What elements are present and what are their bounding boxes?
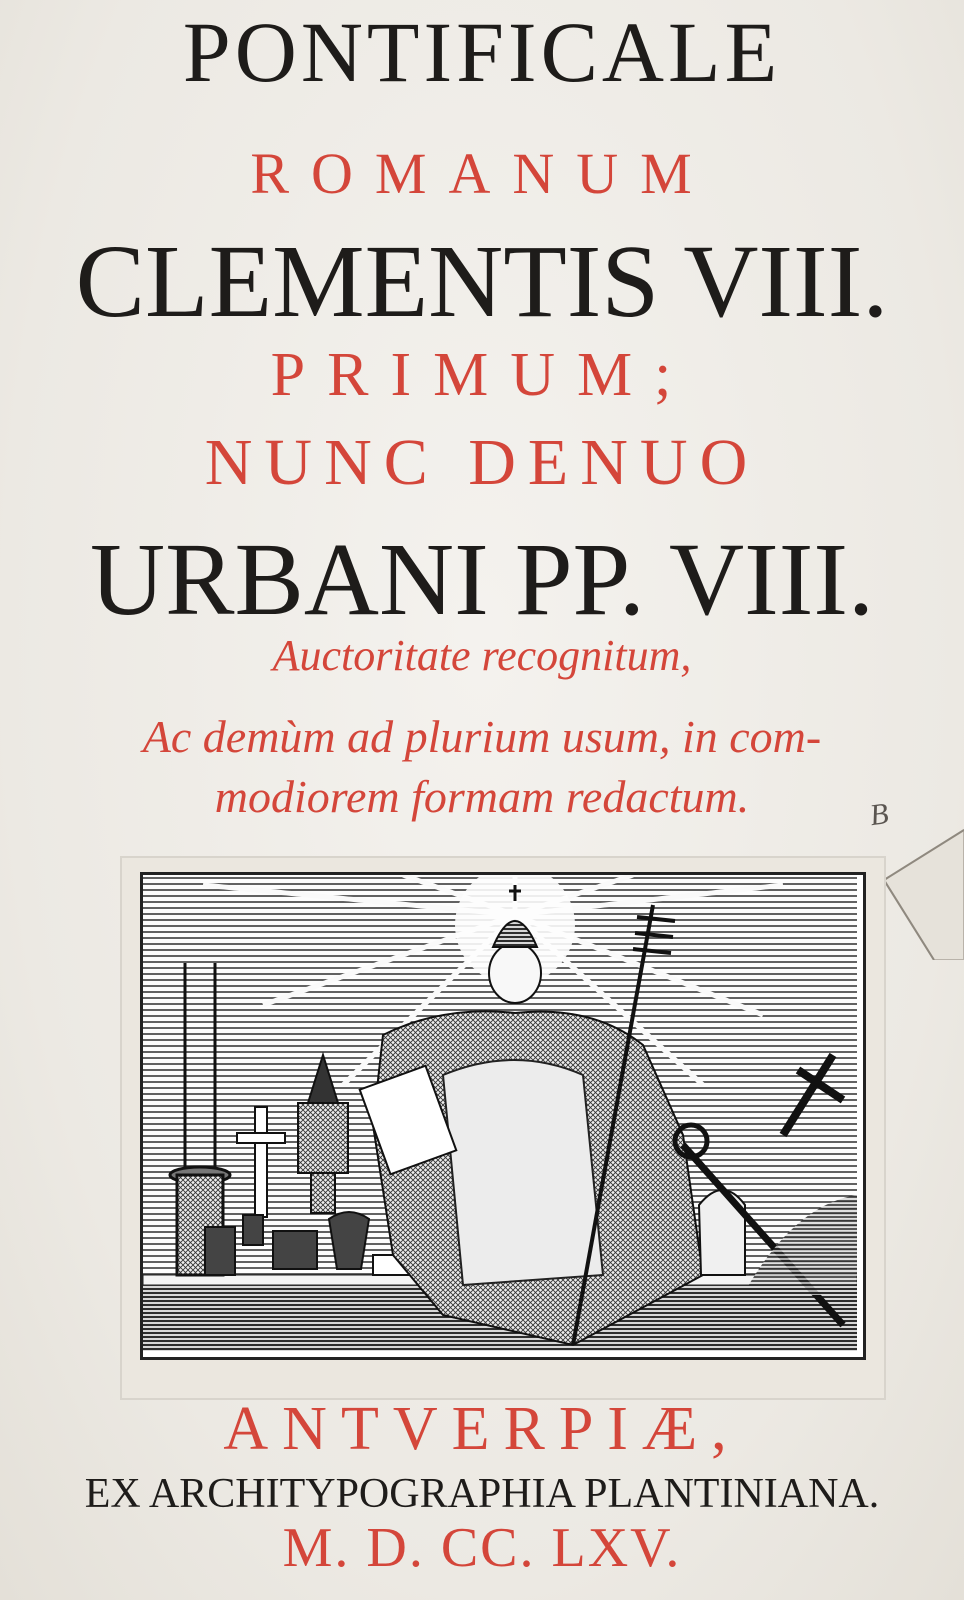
handwritten-mark: B [867, 796, 891, 833]
engraving-svg [143, 875, 857, 1351]
title-line-romanum: ROMANUM [250, 141, 714, 206]
engraving-illustration [140, 872, 866, 1360]
imprint-place: ANTVERPIÆ, [223, 1395, 741, 1463]
imprint-printer: EX ARCHITYPOGRAPHIA PLANTINIANA. [84, 1471, 880, 1517]
title-line-urbani: URBANI PP. VIII. [90, 522, 874, 637]
title-line-clementis: CLEMENTIS VIII. [75, 224, 889, 339]
page-tear-icon [874, 810, 964, 960]
subtitle-line-modiorem: modiorem formam redactum. [214, 771, 750, 822]
subtitle-line-auctoritate: Auctoritate recognitum, [272, 631, 692, 680]
title-line-nunc-denuo: NUNC DENUO [204, 426, 760, 499]
title-line-primum: PRIMUM; [270, 341, 694, 409]
imprint-year: M. D. CC. LXV. [282, 1517, 682, 1579]
subtitle-line-ac-demum: Ac demùm ad plurium usum, in com- [142, 711, 822, 762]
title-line-pontificale: PONTIFICALE [182, 4, 782, 100]
